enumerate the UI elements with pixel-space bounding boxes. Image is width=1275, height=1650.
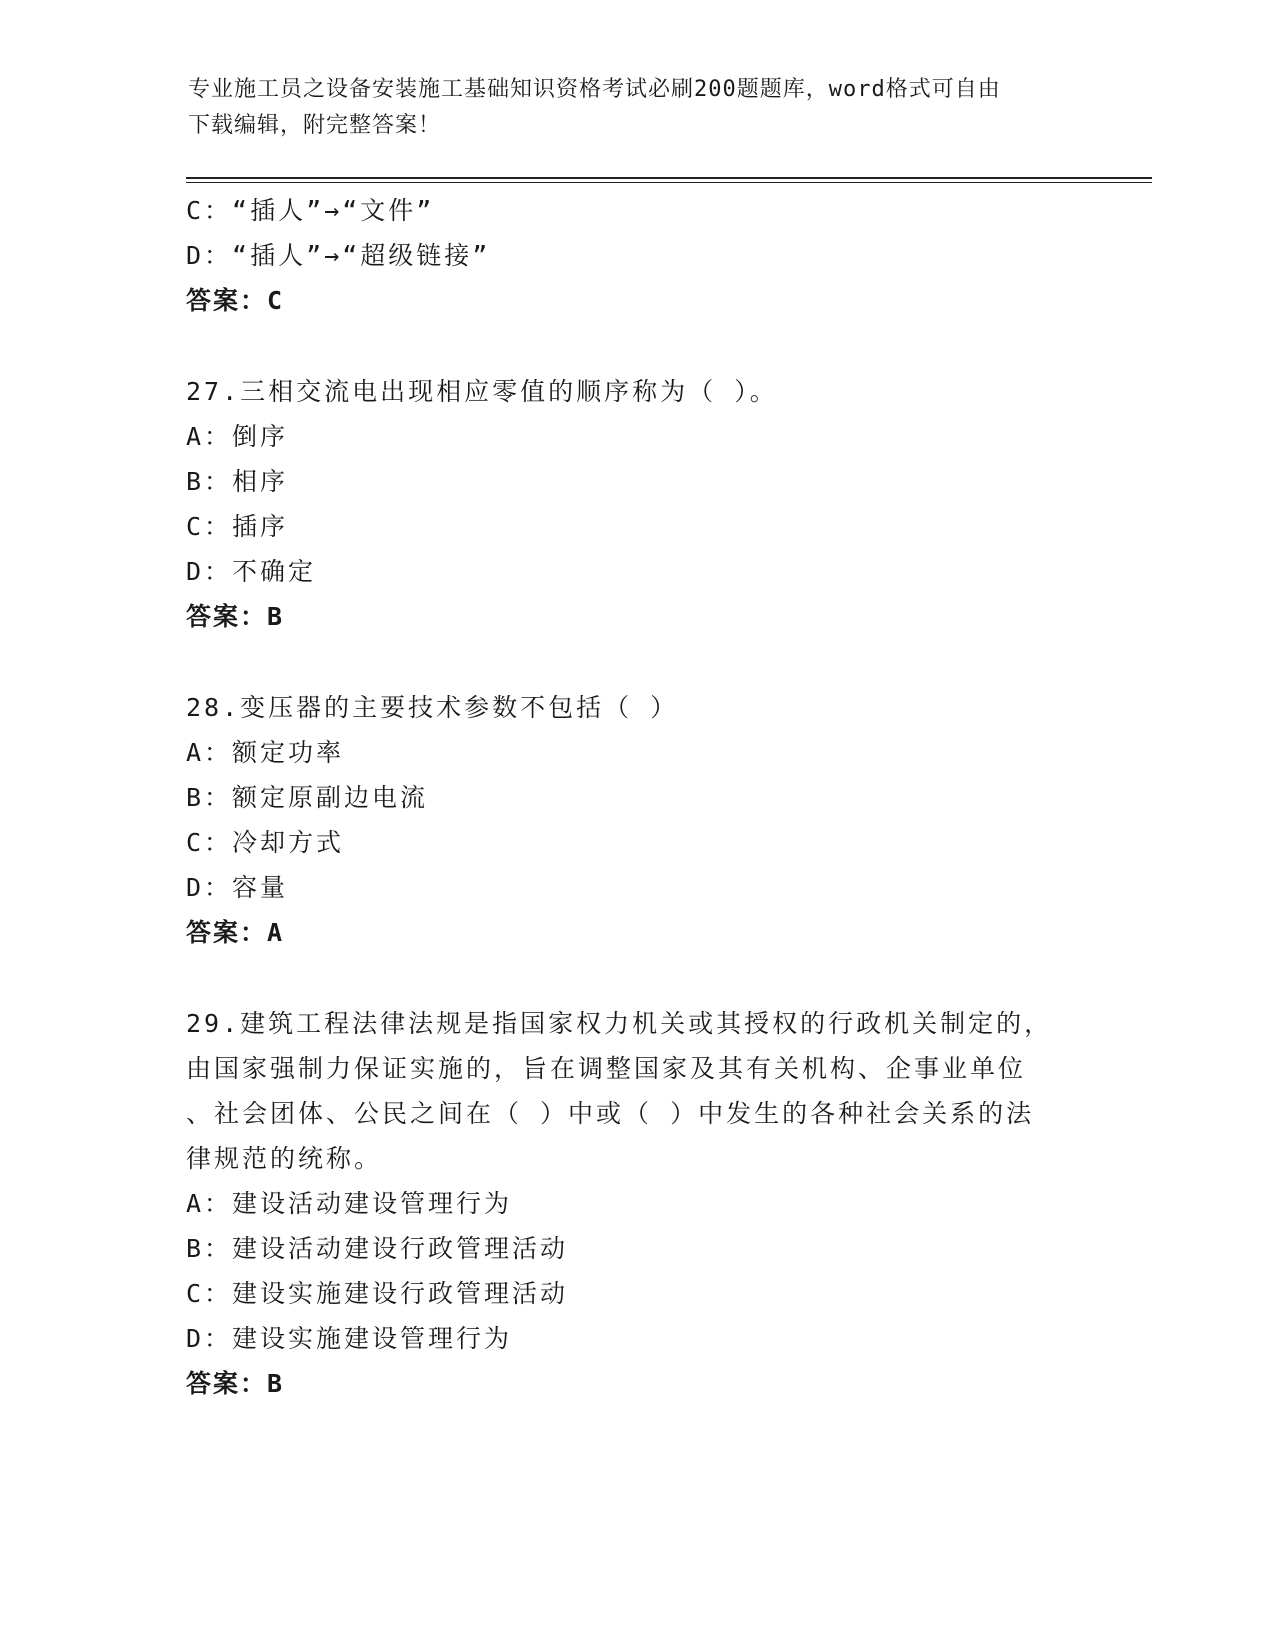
answer-line: 答案：A [186,918,285,947]
question-29 [186,1001,1066,1406]
option-b: B：额定原副边电流 [186,783,429,812]
header-divider-thick [186,177,1152,179]
document-header [188,72,1068,144]
answer-line: 答案：C [186,286,285,315]
spacer [186,955,1066,1001]
question-text-line-1: 29.建筑工程法律法规是指国家权力机关或其授权的行政机关制定的， [186,1009,1053,1038]
previous-question-tail [186,188,1066,323]
question-text: 28.变压器的主要技术参数不包括（ ） [186,693,679,722]
option-a: A：倒序 [186,422,289,451]
option-c: C：冷却方式 [186,828,345,857]
answer-line: 答案：B [186,1369,285,1398]
question-text-line-2: 由国家强制力保证实施的，旨在调整国家及其有关机构、企事业单位 [186,1054,1027,1083]
option-c: C：建设实施建设行政管理活动 [186,1279,569,1308]
option-d: D：容量 [186,873,289,902]
header-line-1: 专业施工员之设备安装施工基础知识资格考试必刷200题题库，word格式可自由 [188,77,1001,102]
question-text-line-3: 、社会团体、公民之间在（ ）中或（ ）中发生的各种社会关系的法 [186,1099,1035,1128]
option-a: A：额定功率 [186,738,345,767]
header-line-2: 下载编辑，附完整答案！ [188,113,442,138]
option-d: D：“插人”→“超级链接” [186,241,491,270]
option-b: B：相序 [186,467,289,496]
option-c: C：“插人”→“文件” [186,196,435,225]
option-a: A：建设活动建设管理行为 [186,1189,513,1218]
question-text: 27.三相交流电出现相应零值的顺序称为（ ）。 [186,377,778,406]
spacer [186,323,1066,369]
spacer [186,639,1066,685]
option-c: C：插序 [186,512,289,541]
option-b: B：建设活动建设行政管理活动 [186,1234,569,1263]
question-27 [186,369,1066,639]
header-divider-thin [186,182,1152,183]
option-d: D：不确定 [186,557,317,586]
question-list [186,188,1066,1406]
question-28 [186,685,1066,955]
question-text-line-4: 律规范的统称。 [186,1144,383,1173]
answer-line: 答案：B [186,602,285,631]
option-d: D：建设实施建设管理行为 [186,1324,513,1353]
